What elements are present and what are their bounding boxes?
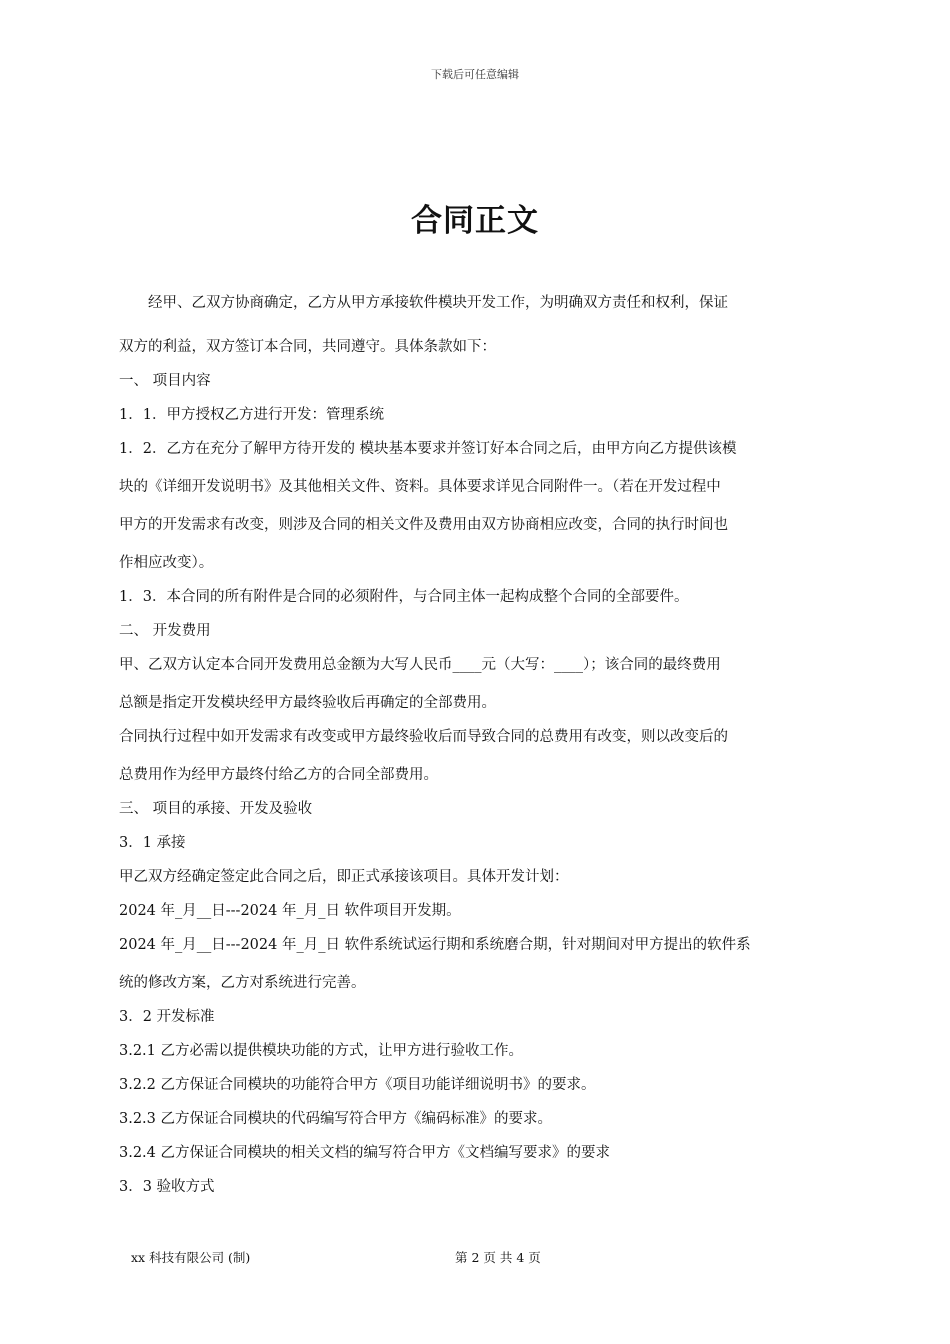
subsection-heading: 3．1 承接 (119, 835, 186, 851)
body-line: 合同执行过程中如开发需求有改变或甲方最终验收后而导致合同的总费用有改变，则以改变后的 (119, 729, 728, 745)
document-body (119, 288, 831, 1197)
body-line: 甲方的开发需求有改变，则涉及合同的相关文件及费用由双方协商相应改变，合同的执行时间也 (119, 517, 728, 533)
section-heading: 三、 项目的承接、开发及验收 (119, 801, 313, 817)
body-line: 2024 年_月__日---2024 年_月_日 软件项目开发期。 (119, 903, 461, 919)
body-line: 经甲、乙双方协商确定，乙方从甲方承接软件模块开发工作，为明确双方责任和权利，保证 (119, 295, 728, 311)
body-line: 2024 年_月__日---2024 年_月_日 软件系统试运行期和系统磨合期，针对期间对甲方提出的软件系 (119, 937, 751, 953)
body-line: 总额是指定开发模块经甲方最终验收后再确定的全部费用。 (119, 695, 496, 711)
body-line: 1．1．甲方授权乙方进行开发：管理系统 (119, 407, 384, 423)
body-line: 双方的利益，双方签订本合同，共同遵守。具体条款如下： (119, 339, 496, 355)
body-line: 作相应改变）。 (119, 555, 214, 571)
download-note: 下载后可任意编辑 (431, 68, 519, 81)
body-line: 3.2.4 乙方保证合同模块的相关文档的编写符合甲方《文档编写要求》的要求 (119, 1145, 611, 1161)
body-line: 统的修改方案，乙方对系统进行完善。 (119, 975, 366, 991)
body-line: 1．3．本合同的所有附件是合同的必须附件，与合同主体一起构成整个合同的全部要件。 (119, 589, 689, 605)
body-line: 甲、乙双方认定本合同开发费用总金额为大写人民币____元（大写：____）；该合同的最终费用 (119, 657, 721, 673)
subsection-heading: 3．2 开发标准 (119, 1009, 215, 1025)
section-heading: 一、 项目内容 (119, 373, 211, 389)
section-heading: 二、 开发费用 (119, 623, 211, 639)
body-line: 总费用作为经甲方最终付给乙方的合同全部费用。 (119, 767, 438, 783)
footer-company: xx 科技有限公司 (制) (131, 1250, 251, 1265)
body-line: 甲乙双方经确定签定此合同之后，即正式承接该项目。具体开发计划： (119, 869, 569, 885)
body-line: 块的《详细开发说明书》及其他相关文件、资料。具体要求详见合同附件一。（若在开发过程中 (119, 479, 721, 495)
body-line: 3.2.3 乙方保证合同模块的代码编写符合甲方《编码标准》的要求。 (119, 1111, 553, 1127)
body-line: 3.2.2 乙方保证合同模块的功能符合甲方《项目功能详细说明书》的要求。 (119, 1077, 596, 1093)
body-line: 3.2.1 乙方必需以提供模块功能的方式，让甲方进行验收工作。 (119, 1043, 524, 1059)
subsection-heading: 3．3 验收方式 (119, 1179, 215, 1195)
document-title: 合同正文 (411, 203, 539, 239)
body-line: 1．2．乙方在充分了解甲方待开发的 模块基本要求并签订好本合同之后，由甲方向乙方提供该模 (119, 441, 737, 457)
footer-page-number: 第 2 页 共 4 页 (455, 1250, 541, 1265)
